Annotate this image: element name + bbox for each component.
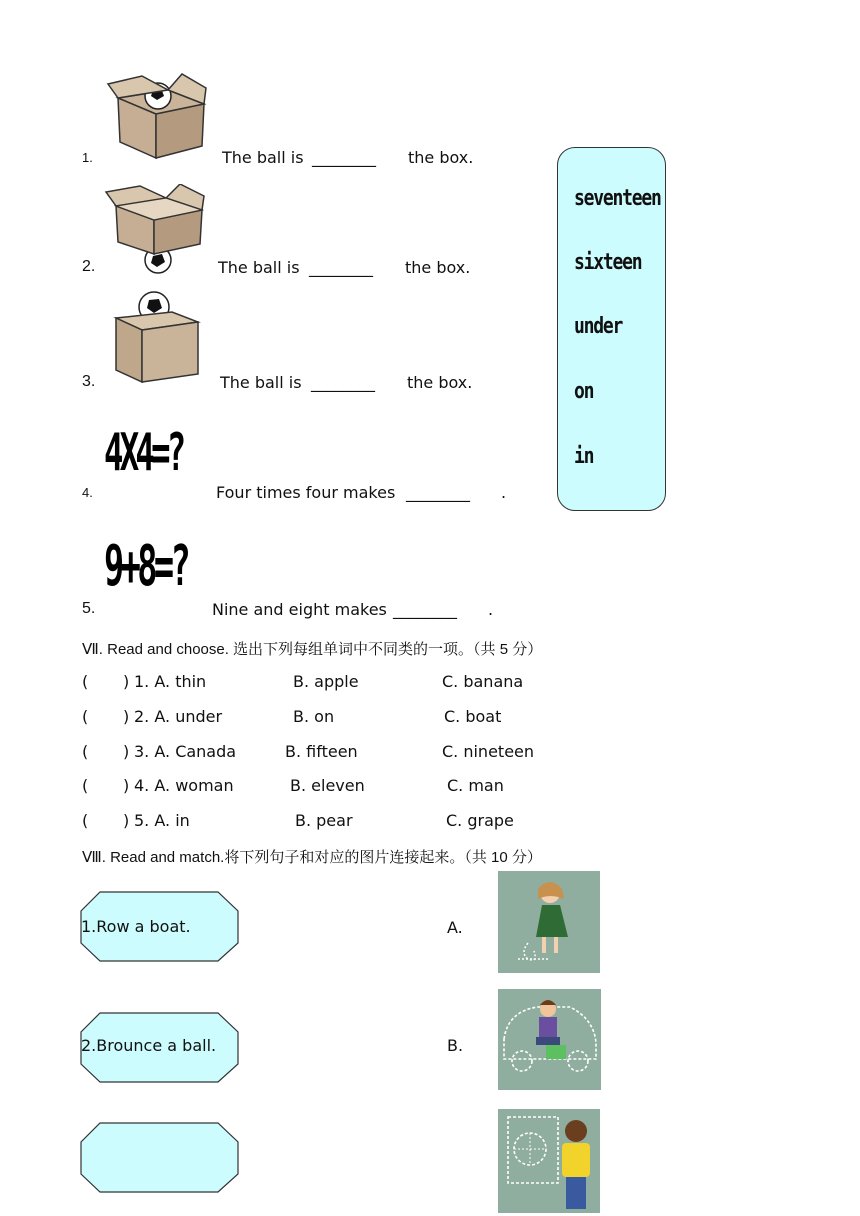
match-letter: A. [447,918,463,937]
answer-paren-close: ) [123,776,130,795]
option-c: C. boat [444,707,502,726]
match-sentence-box[interactable] [80,1012,238,1082]
option-c: C. banana [442,672,524,691]
option-c: C. nineteen [442,742,535,761]
item-sentence-start: Four times four makes [216,483,396,502]
answer-paren-open[interactable]: ( [82,707,89,726]
item-sentence-start: The ball is [222,148,304,167]
answer-blank[interactable]: ________ [311,373,375,392]
word-bank-word: under [574,314,623,339]
answer-paren-close: ) [123,672,130,691]
item-number: 4. [82,485,93,500]
boy-globe-picture[interactable] [498,1109,600,1213]
option-a: 4. A. woman [134,776,234,795]
item-number: 5. [82,600,96,617]
math-problem-image: 9+8=? [104,534,188,599]
option-a: 3. A. Canada [134,742,237,761]
answer-paren-open[interactable]: ( [82,672,89,691]
item-sentence-start: Nine and eight makes [212,600,387,619]
match-sentence-text: 2.Brounce a ball. [81,1036,217,1055]
word-bank-word: seventeen [574,186,661,211]
math-problem-image: 4X4=? [104,423,183,483]
item-number: 1. [82,150,93,165]
item-sentence-end: the box. [405,258,471,277]
answer-paren-close: ) [123,811,130,830]
word-bank-word: in [574,444,594,469]
item-sentence-start: The ball is [220,373,302,392]
option-c: C. grape [446,811,514,830]
option-b: B. pear [295,811,353,830]
option-a: 1. A. thin [134,672,207,691]
word-bank-word: on [574,379,594,404]
option-c: C. man [447,776,504,795]
answer-blank[interactable]: ________ [406,483,470,502]
answer-paren-close: ) [123,707,130,726]
answer-blank[interactable]: ________ [393,600,457,619]
option-b: B. fifteen [285,742,358,761]
match-sentence-box[interactable] [80,1122,238,1192]
answer-paren-close: ) [123,742,130,761]
section-heading: Ⅷ. Read and match.将下列句子和对应的图片连接起来。（共 10 分） [82,849,542,866]
match-sentence-text: 1.Row a boat. [81,917,191,936]
item-number: 3. [82,373,96,390]
option-a: 2. A. under [134,707,223,726]
box-ball-in-icon [106,70,210,160]
item-sentence-start: The ball is [218,258,300,277]
match-sentence-box[interactable] [80,891,238,961]
option-b: B. eleven [290,776,365,795]
answer-blank[interactable]: ________ [309,258,373,277]
word-bank-word: sixteen [574,250,642,275]
item-sentence-end: the box. [407,373,473,392]
item-sentence-end: . [501,483,507,502]
answer-paren-open[interactable]: ( [82,776,89,795]
item-sentence-end: . [488,600,494,619]
item-sentence-end: the box. [408,148,474,167]
box-ball-under-icon [104,184,208,274]
girl-skipping-picture[interactable] [498,871,600,973]
answer-blank[interactable]: ________ [312,148,376,167]
option-b: B. apple [293,672,359,691]
word-bank-box [557,147,666,511]
boy-car-picture[interactable] [498,989,601,1090]
box-ball-on-icon [112,290,202,384]
section-heading: Ⅶ. Read and choose. 选出下列每组单词中不同类的一项。（共 5 分） [82,641,543,658]
option-a: 5. A. in [134,811,190,830]
answer-paren-open[interactable]: ( [82,742,89,761]
answer-paren-open[interactable]: ( [82,811,89,830]
option-b: B. on [293,707,335,726]
match-letter: B. [447,1036,464,1055]
item-number: 2. [82,258,96,275]
